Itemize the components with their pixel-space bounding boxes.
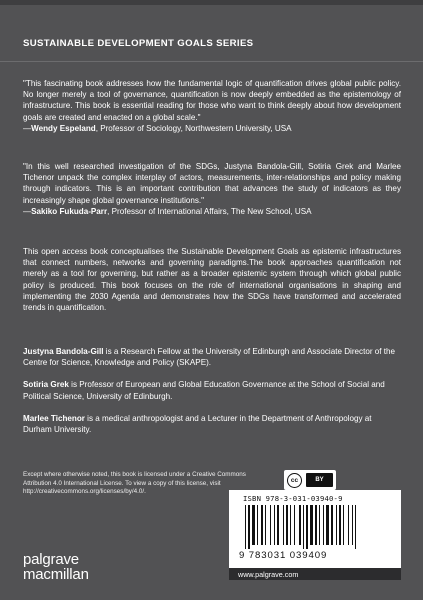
author-bios	[23, 346, 401, 446]
bio-name: Justyna Bandola-Gill	[23, 347, 104, 356]
cc-by-label: BY	[306, 473, 333, 487]
bio-text: is a Research Fellow at the University of Edinburgh and Associate Director of the Centre for Science, Knowledge and Policy (SKAPE).	[23, 347, 396, 368]
book-description: This open access book conceptualises the Sustainable Development Goals as epistemic infrastructures that connect numbers, networks and governing paradigms.The book approaches quantification not merely as a tool for governing, but rather as a broader epistemic system through which global public policy is produced. This book focuses on the role of international organisations in shaping and implementing the 2030 Agenda and demonstrates how the SDGs have transformed and accelerated trends in quantification.	[23, 247, 401, 313]
bio-item	[23, 379, 401, 401]
bio-name: Sotiria Grek	[23, 380, 69, 390]
website-url: www.palgrave.com	[238, 569, 299, 579]
quote-1-dash: —	[23, 123, 32, 133]
bio-name: Marlee Tichenor	[23, 413, 85, 423]
series-title: SUSTAINABLE DEVELOPMENT GOALS SERIES	[23, 38, 254, 49]
cc-by-license-badge[interactable]	[284, 470, 336, 490]
quote-2-affiliation: , Professor of International Affairs, The New School, USA	[107, 206, 312, 216]
quote-1-author: Wendy Espeland	[31, 123, 96, 133]
isbn-barcode-panel	[229, 490, 401, 568]
bio-item	[23, 346, 401, 368]
barcode-digits: 9 783031 039409	[239, 550, 328, 561]
endorsement-quote-2	[23, 161, 401, 217]
quote-2-dash: —	[23, 206, 32, 216]
palgrave-macmillan-logo	[23, 552, 89, 582]
logo-line-2: macmillan	[23, 566, 89, 583]
license-notice: Except where otherwise noted, this book is licensed under a Creative Commons Attribution 4.0 International License. To view a copy of this license, visit http://creativecommons.org/licenses/by/4.0/.	[23, 471, 246, 496]
quote-2-author: Sakiko Fukuda-Parr	[31, 206, 108, 216]
isbn-label: ISBN 978-3-031-03940-9	[243, 494, 343, 503]
top-rule	[0, 0, 423, 5]
publisher-website-link[interactable]	[229, 568, 401, 580]
quote-2-text: "In this well researched investigation of the SDGs, Justyna Bandola-Gill, Sotiria Grek and Marlee Tichenor unpack the complex interplay of actors, measurements, inter-relationships and policy making through indicators. This is an important contribution that advances the study of indicators as they increasingly shape global governance institutions."	[23, 162, 401, 205]
barcode-icon	[243, 505, 387, 549]
quote-1-affiliation: , Professor of Sociology, Northwestern University, USA	[95, 123, 292, 133]
series-divider	[0, 61, 423, 62]
creative-commons-icon: cc	[287, 473, 302, 488]
bio-item	[23, 413, 401, 435]
bio-text: is Professor of European and Global Education Governance at the School of Social and Political Science, University of Edinburgh.	[23, 380, 385, 401]
quote-1-text: "This fascinating book addresses how the fundamental logic of quantification drives global public policy. No longer merely a tool of governance, quantification is now deeply embedded as the epistemology of infrastructure. This book is essential reading for those who want to think deeply about how development goals are created and enacted on a global scale."	[23, 79, 401, 122]
quote-2-attribution	[23, 206, 401, 217]
bio-text: is a medical anthropologist and a Lecturer in the Department of Anthropology at Durham University.	[23, 413, 372, 435]
endorsement-quote-1	[23, 78, 401, 134]
logo-line-1: palgrave	[23, 551, 79, 568]
quote-1-attribution	[23, 123, 401, 134]
